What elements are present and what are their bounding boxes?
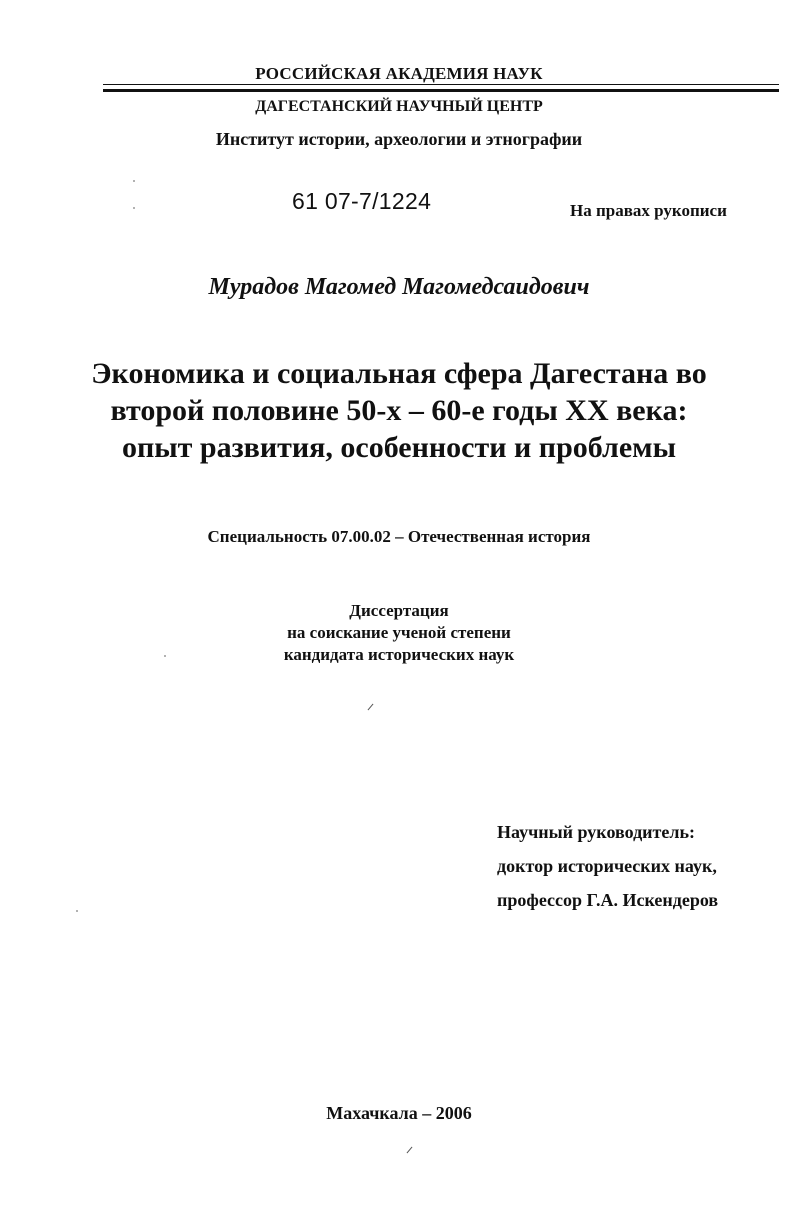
scan-speck <box>133 180 135 182</box>
city-year: Махачкала – 2006 <box>326 1103 472 1123</box>
author-name: Мурадов Магомед Магомедсаидович <box>208 274 590 300</box>
manuscript-rights-note: На правах рукописи <box>570 201 727 220</box>
title-line: второй половине 50-х – 60-е годы XX века: <box>110 394 688 427</box>
supervisor-block <box>497 815 718 917</box>
specialty-line: Специальность 07.00.02 – Отечественная история <box>207 527 591 546</box>
scan-speck <box>133 207 135 209</box>
supervisor-line: Научный руководитель: <box>497 822 695 842</box>
header-rule-thick <box>103 89 779 92</box>
supervisor-line: профессор Г.А. Искендеров <box>497 890 719 910</box>
scan-speck <box>164 655 166 657</box>
header-rule-thin <box>103 84 779 85</box>
scan-speck <box>76 910 78 912</box>
supervisor-line: доктор исторических наук, <box>497 856 717 876</box>
scan-mark <box>407 1147 413 1154</box>
degree-line: на соискание ученой степени <box>287 623 511 642</box>
scan-mark <box>368 704 374 711</box>
degree-statement <box>0 600 798 666</box>
academy-name: РОССИЙСКАЯ АКАДЕМИЯ НАУК <box>255 64 543 83</box>
dissertation-title <box>0 355 798 466</box>
title-line: опыт развития, особенности и проблемы <box>121 431 677 464</box>
catalog-stamp: 61 07-7/1224 <box>292 188 432 214</box>
research-center-name: ДАГЕСТАНСКИЙ НАУЧНЫЙ ЦЕНТР <box>255 98 543 115</box>
title-line: Экономика и социальная сфера Дагестана во <box>91 357 707 390</box>
degree-line: кандидата исторических наук <box>283 645 515 664</box>
degree-line: Диссертация <box>349 601 449 620</box>
institute-name: Институт истории, археологии и этнографии <box>215 129 583 149</box>
